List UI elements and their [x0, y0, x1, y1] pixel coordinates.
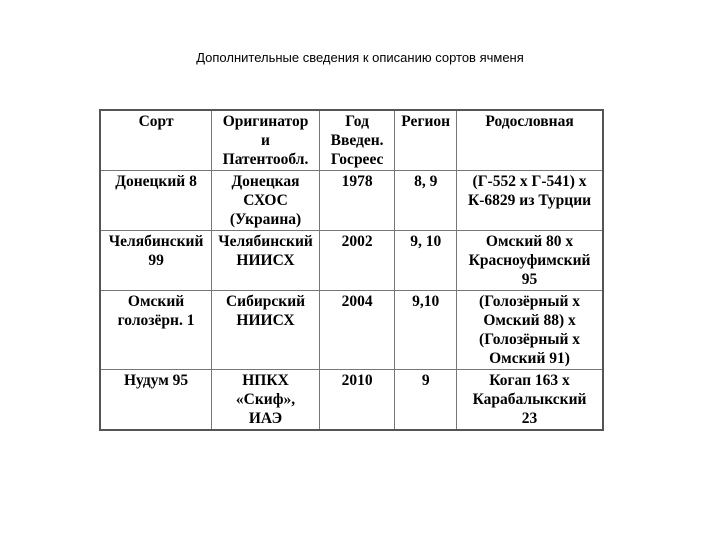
cell-line: Омский — [127, 293, 185, 310]
cell-line: Омский 91) — [489, 350, 570, 367]
cell-line: Омский 88) x — [483, 312, 576, 329]
header-originator — [212, 110, 320, 171]
cell-line: (Украина) — [229, 211, 302, 228]
header-sort — [100, 110, 212, 171]
cell-line: ИАЭ — [248, 410, 283, 427]
header-year — [319, 110, 394, 171]
cell-line: (Г-552 x Г-541) x — [472, 173, 587, 190]
cell-line: 99 — [148, 252, 164, 269]
header-line: Патентообл. — [222, 151, 309, 168]
header-line: Введен. — [330, 132, 384, 149]
cell-line: Карабалыкский — [472, 391, 587, 408]
cell-line: голозёрн. 1 — [117, 312, 195, 329]
header-line: Родословная — [485, 113, 574, 130]
table-row — [100, 370, 603, 431]
cell-line: Когап 163 x — [489, 372, 570, 389]
header-line: Год — [345, 113, 369, 130]
cell-pedigree — [457, 291, 603, 370]
cell-line: (Голозёрный x — [479, 293, 581, 310]
varieties-table — [99, 109, 604, 431]
cell-line: НИИСХ — [236, 312, 295, 329]
table-row — [100, 231, 603, 291]
cell-year: 2002 — [319, 231, 394, 291]
cell-pedigree — [457, 370, 603, 431]
cell-line: СХОС — [243, 192, 288, 209]
cell-line: Сибирский — [225, 293, 306, 310]
cell-line: 23 — [521, 410, 538, 427]
cell-line: Челябинский — [108, 233, 204, 250]
cell-line: Нудум 95 — [123, 372, 189, 389]
header-line: Регион — [401, 113, 451, 130]
cell-line: Донецкая — [231, 173, 300, 190]
cell-pedigree — [457, 171, 603, 231]
cell-region: 8, 9 — [395, 171, 457, 231]
table-header-row — [100, 110, 603, 171]
cell-line: К-6829 из Турции — [468, 192, 592, 209]
header-line: Сорт — [138, 113, 174, 130]
cell-line: НИИСХ — [236, 252, 295, 269]
header-line: Госреес — [330, 151, 384, 168]
document-title: Дополнительные сведения к описанию сортов ячменя — [196, 50, 524, 65]
header-line: Оригинатор — [222, 113, 309, 130]
cell-sort — [100, 231, 212, 291]
cell-line: НПКХ — [242, 372, 289, 389]
cell-region: 9,10 — [395, 291, 457, 370]
cell-year: 2004 — [319, 291, 394, 370]
cell-originator — [212, 171, 320, 231]
cell-line: Донецкий 8 — [115, 173, 197, 190]
cell-year: 2010 — [319, 370, 394, 431]
cell-sort — [100, 171, 212, 231]
table-row — [100, 291, 603, 370]
cell-pedigree — [457, 231, 603, 291]
cell-line: Челябинский — [218, 233, 313, 250]
table-row — [100, 171, 603, 231]
header-pedigree — [457, 110, 603, 171]
cell-sort — [100, 370, 212, 431]
cell-line: 95 — [521, 271, 538, 288]
cell-line: Красноуфимский — [468, 252, 591, 269]
cell-originator — [212, 370, 320, 431]
cell-region: 9, 10 — [395, 231, 457, 291]
cell-originator — [212, 231, 320, 291]
cell-line: «Скиф», — [235, 391, 296, 408]
cell-originator — [212, 291, 320, 370]
cell-line: Омский 80 x — [485, 233, 574, 250]
cell-region: 9 — [395, 370, 457, 431]
header-region — [395, 110, 457, 171]
cell-line: (Голозёрный x — [479, 331, 581, 348]
header-line: и — [261, 132, 270, 149]
cell-year: 1978 — [319, 171, 394, 231]
cell-sort — [100, 291, 212, 370]
